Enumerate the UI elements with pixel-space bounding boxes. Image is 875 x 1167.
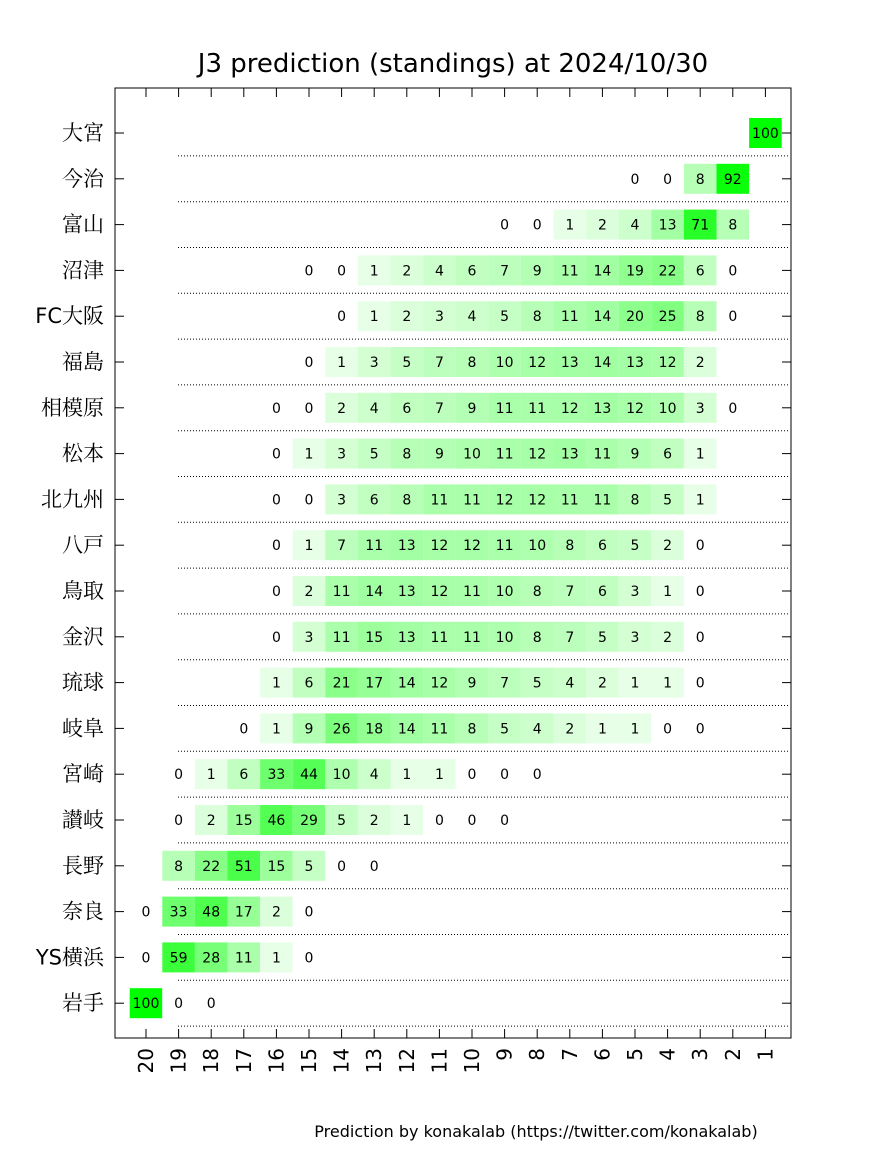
cell-value-label: 0	[500, 813, 510, 829]
cell-value-label: 51	[234, 858, 253, 875]
x-axis-rank-label: 17	[231, 1048, 256, 1074]
cell-value-label: 3	[337, 492, 347, 509]
y-axis-team-label: 鳥取	[62, 579, 104, 603]
cell-value-label: 1	[630, 721, 640, 738]
cell-value-label: 13	[397, 584, 416, 600]
cell-value-label: 7	[434, 355, 444, 371]
cell-value-label: 3	[304, 629, 314, 646]
cell-value-label: 6	[597, 584, 607, 600]
y-axis-team-label: 奈良	[62, 899, 104, 924]
cell-value-label: 5	[369, 446, 379, 463]
cell-value-label: 1	[630, 675, 640, 692]
y-axis-team-label: 讃岐	[62, 808, 104, 832]
cell-value-label: 3	[369, 355, 379, 371]
y-axis-team-label: 琉球	[62, 670, 104, 695]
y-axis-team-label: 大宮	[62, 121, 104, 145]
cell-value-label: 2	[369, 813, 379, 829]
cell-value-label: 8	[402, 446, 412, 463]
cell-value-label: 11	[593, 492, 612, 509]
cell-value-label: 19	[626, 263, 644, 280]
cell-value-label: 8	[532, 629, 542, 646]
cell-value-label: 7	[434, 400, 444, 417]
cell-value-label: 9	[304, 721, 314, 738]
cell-value-label: 0	[206, 996, 216, 1013]
cell-value-label: 10	[528, 538, 547, 555]
cell-value-label: 0	[695, 675, 705, 692]
cell-value-label: 0	[141, 904, 151, 921]
y-axis-team-label: YS横浜	[35, 945, 104, 970]
cell-value-label: 0	[271, 538, 281, 555]
cell-value-label: 21	[332, 675, 351, 692]
cell-value-label: 12	[430, 538, 449, 555]
cell-value-label: 0	[304, 355, 314, 371]
cell-value-label: 11	[560, 309, 579, 326]
cell-value-label: 13	[593, 400, 612, 417]
cell-value-label: 100	[132, 996, 160, 1013]
cell-value-label: 0	[467, 813, 477, 829]
x-axis-rank-label: 13	[362, 1048, 387, 1074]
cell-value-label: 12	[528, 355, 547, 371]
cell-value-label: 14	[593, 309, 612, 326]
y-axis-team-labels	[35, 121, 105, 1015]
cell-value-label: 4	[467, 309, 477, 326]
cell-value-label: 12	[626, 400, 644, 417]
x-axis-rank-label: 16	[264, 1048, 289, 1074]
cell-value-label: 0	[337, 263, 347, 280]
cell-value-label: 33	[267, 767, 286, 784]
cell-value-label: 11	[430, 721, 449, 738]
cell-value-label: 3	[630, 584, 640, 600]
chart-title: J3 prediction (standings) at 2024/10/30	[197, 49, 709, 79]
cell-value-label: 5	[663, 492, 673, 509]
cell-value-label: 1	[434, 767, 444, 784]
cell-value-label: 7	[500, 263, 510, 280]
cell-value-label: 10	[495, 355, 514, 371]
cell-value-label: 1	[663, 675, 673, 692]
cell-value-label: 11	[332, 584, 351, 600]
cell-value-label: 0	[532, 767, 542, 784]
cell-value-label: 11	[560, 263, 579, 280]
cell-value-label: 5	[597, 629, 607, 646]
cell-value-label: 10	[495, 584, 514, 600]
cell-value-label: 0	[304, 400, 314, 417]
x-axis-rank-label: 11	[427, 1048, 452, 1074]
cell-value-label: 0	[663, 171, 673, 188]
cell-value-label: 2	[565, 721, 575, 738]
cell-value-label: 2	[597, 675, 607, 692]
cell-value-label: 1	[597, 721, 607, 738]
cell-value-label: 1	[695, 446, 705, 463]
cell-value-label: 11	[430, 629, 449, 646]
cell-value-label: 12	[430, 584, 449, 600]
cell-value-label: 22	[202, 858, 221, 875]
cell-value-label: 17	[234, 904, 253, 921]
cell-value-label: 1	[271, 721, 281, 738]
cell-value-label: 6	[663, 446, 673, 463]
cell-value-label: 2	[206, 813, 216, 829]
cell-value-label: 2	[337, 400, 347, 417]
cell-value-label: 11	[463, 492, 481, 509]
heatmap-cells	[130, 118, 782, 1018]
cell-value-label: 13	[397, 538, 416, 555]
cell-value-label: 3	[630, 629, 640, 646]
cell-value-label: 100	[752, 126, 779, 142]
x-axis-rank-label: 6	[590, 1048, 615, 1061]
cell-value-label: 5	[337, 813, 347, 829]
cell-value-label: 92	[723, 171, 742, 188]
cell-value-label: 5	[500, 721, 510, 738]
cell-value-label: 6	[695, 263, 705, 280]
cell-value-label: 13	[560, 446, 579, 463]
cell-value-label: 14	[365, 584, 384, 600]
x-axis-rank-label: 15	[297, 1048, 321, 1074]
cell-value-label: 2	[663, 629, 673, 646]
cell-value-label: 17	[365, 675, 384, 692]
cell-value-label: 7	[337, 538, 347, 555]
cell-value-label: 0	[663, 721, 673, 738]
cell-value-label: 4	[434, 263, 444, 280]
cell-value-label: 0	[500, 217, 510, 234]
x-axis-rank-label: 10	[460, 1048, 484, 1074]
cell-value-label: 12	[430, 675, 449, 692]
cell-value-label: 0	[532, 217, 542, 234]
x-axis-rank-label: 20	[134, 1048, 158, 1074]
cell-value-label: 9	[467, 675, 477, 692]
cell-value-label: 7	[565, 629, 575, 646]
cell-value-label: 8	[532, 584, 542, 600]
y-axis-team-label: 北九州	[41, 487, 104, 512]
y-axis-team-label: 岩手	[62, 991, 104, 1016]
cell-value-label: 11	[495, 400, 514, 417]
cell-value-label: 2	[402, 263, 412, 280]
cell-value-label: 11	[332, 629, 351, 646]
cell-value-label: 1	[402, 767, 412, 784]
y-axis-team-label: 宮崎	[62, 762, 104, 787]
x-axis-rank-label: 12	[394, 1048, 419, 1074]
cell-value-label: 8	[467, 355, 477, 371]
x-axis-rank-label: 2	[720, 1048, 745, 1061]
cell-value-label: 0	[304, 492, 314, 509]
cell-value-label: 9	[630, 446, 640, 463]
cell-value-label: 6	[597, 538, 607, 555]
cell-value-label: 1	[402, 813, 412, 829]
cell-value-label: 0	[728, 263, 738, 280]
cell-value-label: 0	[271, 492, 281, 509]
cell-value-label: 5	[532, 675, 542, 692]
x-axis-rank-label: 4	[655, 1048, 680, 1061]
cell-value-label: 8	[728, 217, 738, 234]
cell-value-label: 15	[234, 813, 253, 829]
cell-value-label: 2	[663, 538, 673, 555]
cell-value-label: 0	[304, 950, 314, 967]
x-axis-rank-label: 8	[525, 1048, 550, 1061]
cell-value-label: 0	[695, 629, 705, 646]
cell-value-label: 2	[597, 217, 607, 234]
cell-value-label: 25	[658, 309, 677, 326]
cell-value-label: 4	[630, 217, 640, 234]
cell-value-label: 2	[271, 904, 281, 921]
cell-value-label: 0	[304, 263, 314, 280]
cell-value-label: 1	[369, 309, 379, 326]
cell-value-label: 4	[369, 400, 379, 417]
cell-value-label: 2	[402, 309, 412, 326]
cell-value-label: 9	[434, 446, 444, 463]
cell-value-label: 8	[467, 721, 477, 738]
cell-value-label: 2	[304, 584, 314, 600]
cell-value-label: 9	[532, 263, 542, 280]
x-axis-rank-label: 9	[492, 1048, 517, 1061]
cell-value-label: 0	[728, 309, 738, 326]
cell-value-label: 11	[495, 538, 514, 555]
cell-value-label: 0	[174, 813, 184, 829]
cell-value-label: 13	[658, 217, 677, 234]
cell-value-label: 29	[300, 813, 318, 829]
cell-value-label: 0	[695, 721, 705, 738]
y-axis-team-label: 福島	[62, 350, 104, 374]
cell-value-label: 0	[271, 400, 281, 417]
x-axis-rank-label: 1	[753, 1048, 778, 1061]
cell-value-label: 71	[691, 217, 710, 234]
y-axis-team-label: 松本	[62, 441, 104, 466]
y-axis-team-label: 富山	[62, 212, 104, 237]
cell-value-label: 12	[528, 492, 547, 509]
x-axis-rank-label: 18	[199, 1048, 224, 1074]
y-axis-team-label: FC大阪	[35, 304, 104, 329]
x-axis-rank-labels	[134, 1048, 777, 1073]
cell-value-label: 8	[402, 492, 412, 509]
cell-value-label: 0	[304, 904, 314, 921]
cell-value-label: 0	[271, 629, 281, 646]
cell-value-label: 0	[728, 400, 738, 417]
cell-value-label: 12	[528, 446, 547, 463]
cell-value-label: 1	[271, 675, 281, 692]
cell-value-label: 28	[202, 950, 221, 967]
cell-value-label: 8	[695, 171, 705, 188]
cell-value-label: 5	[500, 309, 510, 326]
cell-value-label: 1	[206, 767, 216, 784]
y-axis-team-label: 岐阜	[62, 716, 104, 741]
cell-value-label: 10	[495, 629, 514, 646]
cell-value-label: 13	[397, 629, 416, 646]
cell-value-label: 18	[365, 721, 384, 738]
y-axis-team-label: 沼津	[62, 258, 104, 283]
cell-value-label: 12	[495, 492, 514, 509]
y-axis-team-label: 長野	[62, 853, 104, 878]
cell-value-label: 12	[463, 538, 481, 555]
cell-value-label: 0	[337, 309, 347, 326]
cell-value-label: 11	[495, 446, 514, 463]
x-axis-rank-label: 19	[166, 1048, 191, 1074]
cell-value-label: 0	[174, 767, 184, 784]
y-axis-team-label: 金沢	[62, 624, 104, 649]
cell-value-label: 26	[332, 721, 351, 738]
cell-value-label: 8	[565, 538, 575, 555]
y-axis-team-label: 今治	[62, 166, 104, 191]
cell-value-label: 13	[626, 355, 644, 371]
cell-value-label: 2	[695, 355, 705, 371]
cell-value-label: 3	[434, 309, 444, 326]
cell-value-label: 5	[304, 858, 314, 875]
cell-value-label: 1	[271, 950, 281, 967]
cell-value-label: 33	[169, 904, 188, 921]
cell-value-label: 5	[402, 355, 412, 371]
cell-value-label: 6	[369, 492, 379, 509]
cell-value-label: 10	[463, 446, 481, 463]
cell-value-label: 0	[630, 171, 640, 188]
cell-value-label: 0	[337, 858, 347, 875]
cell-value-label: 11	[234, 950, 253, 967]
cell-value-label: 20	[626, 309, 644, 326]
cell-value-label: 44	[300, 767, 318, 784]
cell-value-label: 3	[337, 446, 347, 463]
cell-value-label: 12	[658, 355, 677, 371]
cell-value-label: 0	[141, 950, 151, 967]
cell-value-label: 7	[500, 675, 510, 692]
cell-value-label: 1	[337, 355, 347, 371]
cell-value-label: 1	[565, 217, 575, 234]
cell-value-label: 10	[658, 400, 677, 417]
cell-value-label: 13	[560, 355, 579, 371]
cell-value-label: 48	[202, 904, 221, 921]
cell-value-label: 11	[560, 492, 579, 509]
cell-value-label: 0	[369, 858, 379, 875]
cell-value-label: 8	[532, 309, 542, 326]
cell-value-label: 0	[434, 813, 444, 829]
cell-value-label: 0	[174, 996, 184, 1013]
cell-value-label: 59	[169, 950, 188, 967]
x-axis-rank-label: 14	[329, 1048, 354, 1074]
cell-value-label: 8	[630, 492, 640, 509]
cell-value-label: 3	[695, 400, 705, 417]
cell-value-label: 8	[695, 309, 705, 326]
cell-value-label: 11	[593, 446, 612, 463]
cell-value-label: 11	[463, 629, 481, 646]
cell-value-label: 4	[369, 767, 379, 784]
cell-value-label: 15	[267, 858, 286, 875]
x-axis-rank-label: 3	[688, 1048, 713, 1061]
cell-value-label: 4	[565, 675, 575, 692]
y-axis-team-label: 八戸	[62, 533, 104, 558]
cell-value-label: 1	[369, 263, 379, 280]
cell-value-label: 15	[365, 629, 384, 646]
cell-value-label: 6	[239, 767, 249, 784]
cell-value-label: 14	[397, 721, 416, 738]
cell-value-label: 0	[467, 767, 477, 784]
cell-value-label: 14	[593, 263, 612, 280]
cell-value-label: 4	[532, 721, 542, 738]
cell-value-label: 5	[630, 538, 640, 555]
cell-value-label: 1	[695, 492, 705, 509]
cell-value-label: 1	[304, 446, 314, 463]
cell-value-label: 0	[695, 538, 705, 555]
cell-value-label: 11	[528, 400, 547, 417]
cell-value-label: 6	[304, 675, 314, 692]
cell-value-label: 11	[365, 538, 384, 555]
cell-value-label: 7	[565, 584, 575, 600]
cell-value-label: 6	[402, 400, 412, 417]
y-axis-team-label: 相模原	[41, 395, 104, 420]
cell-value-label: 6	[467, 263, 477, 280]
cell-value-label: 0	[271, 446, 281, 463]
cell-value-label: 46	[267, 813, 286, 829]
cell-value-label: 1	[663, 584, 673, 600]
cell-value-label: 11	[430, 492, 449, 509]
cell-value-label: 14	[593, 355, 612, 371]
cell-value-label: 0	[239, 721, 249, 738]
cell-value-label: 8	[174, 858, 184, 875]
cell-value-label: 10	[332, 767, 351, 784]
x-axis-rank-label: 7	[557, 1048, 582, 1061]
cell-value-label: 0	[695, 584, 705, 600]
cell-value-label: 12	[560, 400, 579, 417]
x-axis-rank-label: 5	[623, 1048, 647, 1061]
cell-value-label: 1	[304, 538, 314, 555]
cell-value-label: 0	[500, 767, 510, 784]
cell-value-label: 11	[463, 584, 481, 600]
footer-credit: Prediction by konakalab (https://twitter.com/konakalab)	[314, 1122, 758, 1141]
cell-value-label: 9	[467, 400, 477, 417]
cell-value-label: 0	[271, 584, 281, 600]
cell-value-label: 22	[658, 263, 677, 280]
cell-value-label: 14	[397, 675, 416, 692]
